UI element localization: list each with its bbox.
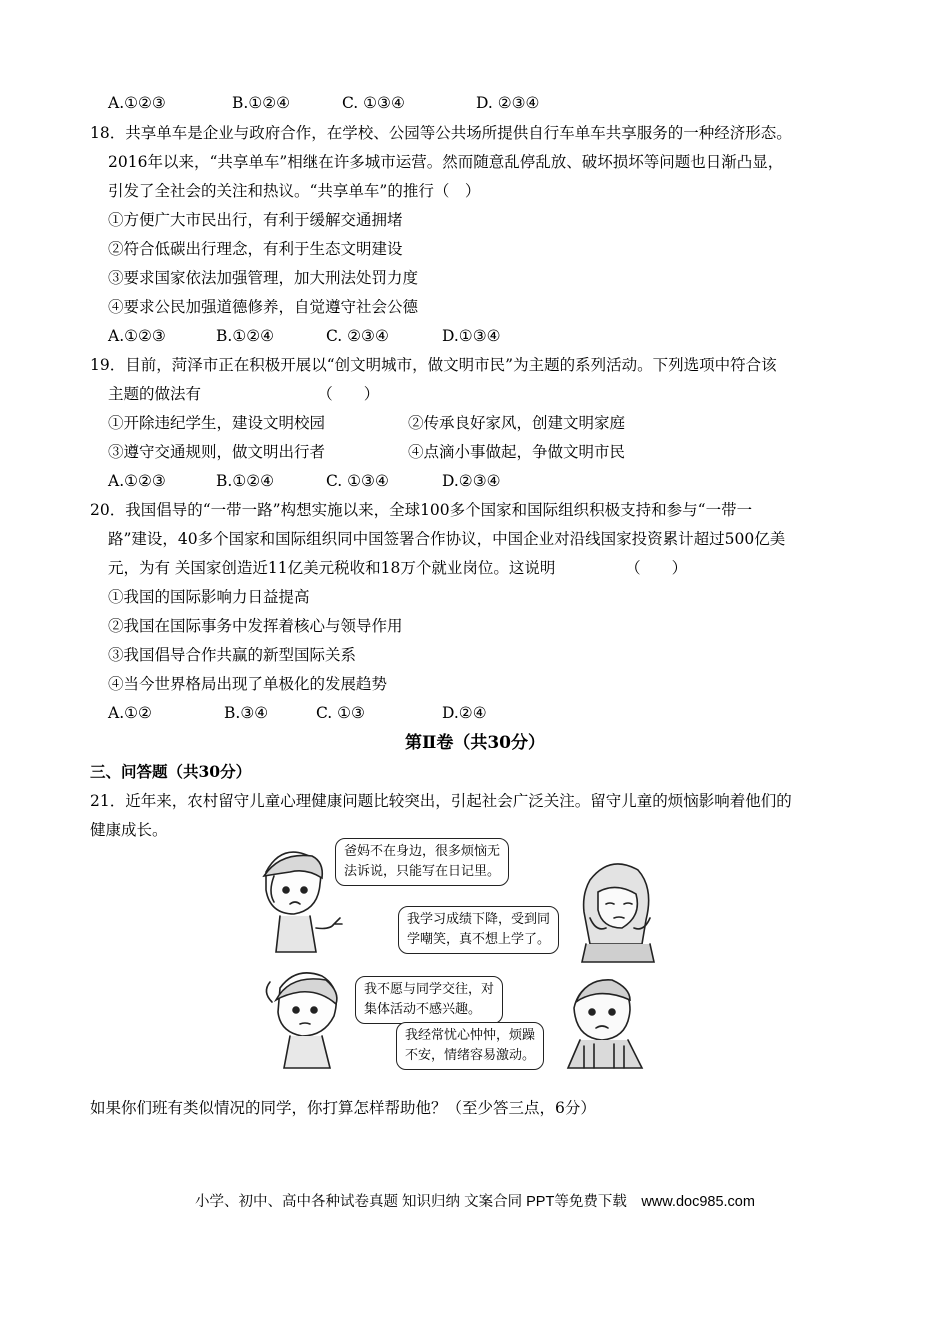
q18-option-d: D.①③④ — [442, 327, 501, 345]
speech-bubble-2 — [398, 906, 559, 954]
girl-top-right-figure — [582, 864, 654, 962]
q20-option-a: A.①② — [108, 704, 152, 722]
speech-bubble-4 — [396, 1022, 544, 1070]
speech-bubble-2-line-2: 学嘲笑，真不想上学了。 — [407, 932, 551, 947]
boy-top-left-figure — [264, 852, 342, 952]
speech-bubble-4-line-2: 不安，情绪容易激动。 — [405, 1048, 536, 1063]
speech-bubble-3-line-1: 我不愿与同学交往，对 — [364, 982, 495, 997]
q18-stem-line-3: 引发了全社会的关注和热议。“共享单车”的推行（ ） — [108, 182, 481, 200]
speech-bubble-4-line-1: 我经常忧心忡忡，烦躁 — [405, 1028, 536, 1043]
q19-item-1: ①开除违纪学生，建设文明校园 — [108, 414, 326, 432]
q20-stem-line-1: 20．我国倡导的“一带一路”构想实施以来，全球100多个国家和国际组织积极支持和参与“一带一 — [90, 501, 753, 519]
q18-option-a: A.①②③ — [108, 327, 166, 345]
speech-bubble-1 — [335, 838, 509, 886]
q19-stem-line-1: 19．目前，菏泽市正在积极开展以“创文明城市，做文明市民”为主题的系列活动。下列选项中符合该 — [90, 356, 777, 374]
section3-title: 三、问答题（共30分） — [90, 762, 252, 781]
q20-option-d: D.②④ — [442, 704, 487, 722]
q17-option-d: D. ②③④ — [476, 94, 540, 112]
q19-option-a: A.①②③ — [108, 472, 166, 490]
q18-stem-line-1: 18．共享单车是企业与政府合作，在学校、公园等公共场所提供自行车单车共享服务的一种经济形态。 — [90, 124, 792, 142]
part2-title: 第Ⅱ卷（共30分） — [405, 733, 545, 753]
q17-option-a: A.①②③ — [108, 94, 166, 112]
q19-item-2: ②传承良好家风，创建文明家庭 — [408, 414, 626, 432]
q18-item-4: ④要求公民加强道德修养，自觉遵守社会公德 — [108, 298, 419, 316]
speech-bubble-1-line-2: 法诉说，只能写在日记里。 — [344, 864, 501, 879]
q21-stem-line-2: 健康成长。 — [90, 821, 168, 839]
q20-item-4: ④当今世界格局出现了单极化的发展趋势 — [108, 675, 388, 693]
page-footer: 小学、初中、高中各种试卷真题 知识归纳 文案合同 PPT等免费下载 www.doc985.com — [195, 1194, 755, 1210]
q18-item-3: ③要求国家依法加强管理，加大刑法处罚力度 — [108, 269, 419, 287]
q19-item-3: ③遵守交通规则，做文明出行者 — [108, 443, 326, 461]
q17-option-b: B.①②④ — [232, 94, 291, 112]
q18-option-c: C. ②③④ — [326, 327, 389, 345]
q18-option-b: B.①②④ — [216, 327, 275, 345]
q19-option-c: C. ①③④ — [326, 472, 389, 490]
q19-option-b: B.①②④ — [216, 472, 275, 490]
speech-bubble-3 — [355, 976, 503, 1024]
speech-bubble-3-line-2: 集体活动不感兴趣。 — [364, 1002, 482, 1017]
q20-item-3: ③我国倡导合作共赢的新型国际关系 — [108, 646, 357, 664]
q19-item-4: ④点滴小事做起，争做文明市民 — [408, 443, 626, 461]
q18-item-2: ②符合低碳出行理念，有利于生态文明建设 — [108, 240, 403, 258]
q20-item-1: ①我国的国际影响力日益提高 — [108, 588, 310, 606]
q20-option-c: C. ①③ — [316, 704, 365, 722]
boy-bottom-right-figure — [568, 980, 642, 1068]
speech-bubble-1-line-1: 爸妈不在身边，很多烦恼无 — [344, 844, 501, 859]
q20-item-2: ②我国在国际事务中发挥着核心与领导作用 — [108, 617, 403, 635]
q17-option-c: C. ①③④ — [342, 94, 405, 112]
q20-stem-line-2: 路”建设，40多个国家和国际组织同中国签署合作协议，中国企业对沿线国家投资累计超过500亿美 — [108, 530, 786, 548]
q19-stem-line-2: 主题的做法有 （ ） — [108, 385, 380, 403]
q18-item-1: ①方便广大市民出行，有利于缓解交通拥堵 — [108, 211, 403, 229]
q18-stem-line-2: 2016年以来，“共享单车”相继在许多城市运营。然而随意乱停乱放、破坏损坏等问题也日渐凸显， — [108, 153, 784, 171]
q20-stem-line-3: 元，为有 关国家创造近11亿美元税收和18万个就业岗位。这说明 （ ） — [108, 559, 688, 577]
girl-bottom-left-figure — [266, 973, 336, 1068]
q19-option-d: D.②③④ — [442, 472, 501, 490]
q21-stem-line-1: 21．近年来，农村留守儿童心理健康问题比较突出，引起社会广泛关注。留守儿童的烦恼影响着他们的 — [90, 792, 792, 810]
q21-prompt: 如果你们班有类似情况的同学，你打算怎样帮助他？（至少答三点，6分） — [90, 1099, 596, 1117]
speech-bubble-2-line-1: 我学习成绩下降，受到同 — [407, 912, 551, 927]
q20-option-b: B.③④ — [224, 704, 269, 722]
